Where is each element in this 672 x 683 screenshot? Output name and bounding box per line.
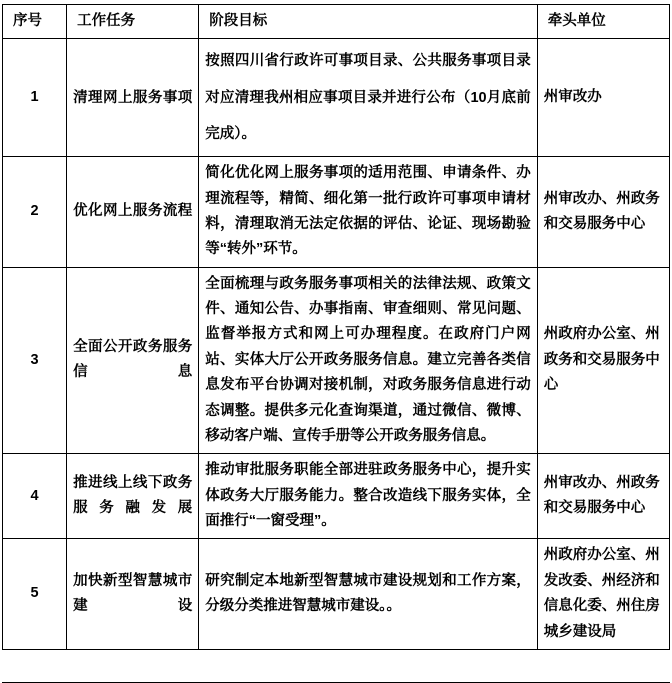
row-unit: 州审改办	[537, 39, 669, 157]
column-header-unit: 牵头单位	[537, 5, 669, 39]
column-header-goal: 阶段目标	[199, 5, 538, 39]
table-row	[3, 267, 670, 454]
row-task: 推进线上线下政务服务融发展	[67, 454, 199, 539]
table-row	[3, 539, 670, 650]
row-task: 加快新型智慧城市建设	[67, 539, 199, 650]
table-row	[3, 39, 670, 157]
row-goal: 简化优化网上服务事项的适用范围、申请条件、办理流程等，精简、细化第一批行政许可事项申请材料，清理取消无法定依据的评估、论证、现场勘验等“转外”环节。	[199, 157, 538, 268]
table-body	[3, 39, 670, 650]
row-no: 2	[3, 157, 67, 268]
row-task: 清理网上服务事项	[67, 39, 199, 157]
table-header	[3, 5, 670, 39]
table-header-row	[3, 5, 670, 39]
row-goal: 全面梳理与政务服务事项相关的法律法规、政策文件、通知公告、办事指南、审查细则、常见问题、监督举报方式和网上可办理程度。在政府门户网站、实体大厅公开政务服务信息。建立完善各类信息发布平台协调对接机制，对政务服务信息进行动态调整。提供多元化查询渠道，通过微信、微博、移动客户端、宣传手册等公开政务服务信息。	[199, 267, 538, 454]
row-goal: 按照四川省行政许可事项目录、公共服务事项目录对应清理我州相应事项目录并进行公布（10月底前完成）。	[199, 39, 538, 157]
row-no: 5	[3, 539, 67, 650]
row-goal: 推动审批服务职能全部进驻政务服务中心，提升实体政务大厅服务能力。整合改造线下服务实体，全面推行“一窗受理”。	[199, 454, 538, 539]
table-row	[3, 157, 670, 268]
table-row	[3, 454, 670, 539]
task-schedule-table	[2, 4, 670, 650]
row-unit: 州政府办公室、州发改委、州经济和信息化委、州住房城乡建设局	[537, 539, 669, 650]
row-goal: 研究制定本地新型智慧城市建设规划和工作方案，分级分类推进智慧城市建设。。	[199, 539, 538, 650]
column-header-task: 工作任务	[67, 5, 199, 39]
row-task: 全面公开政务服务信息	[67, 267, 199, 454]
column-header-no: 序号	[3, 5, 67, 39]
row-no: 4	[3, 454, 67, 539]
row-unit: 州政府办公室、州政务和交易服务中心	[537, 267, 669, 454]
row-unit: 州审改办、州政务和交易服务中心	[537, 454, 669, 539]
row-no: 3	[3, 267, 67, 454]
row-task: 优化网上服务流程	[67, 157, 199, 268]
row-no: 1	[3, 39, 67, 157]
row-unit: 州审改办、州政务和交易服务中心	[537, 157, 669, 268]
